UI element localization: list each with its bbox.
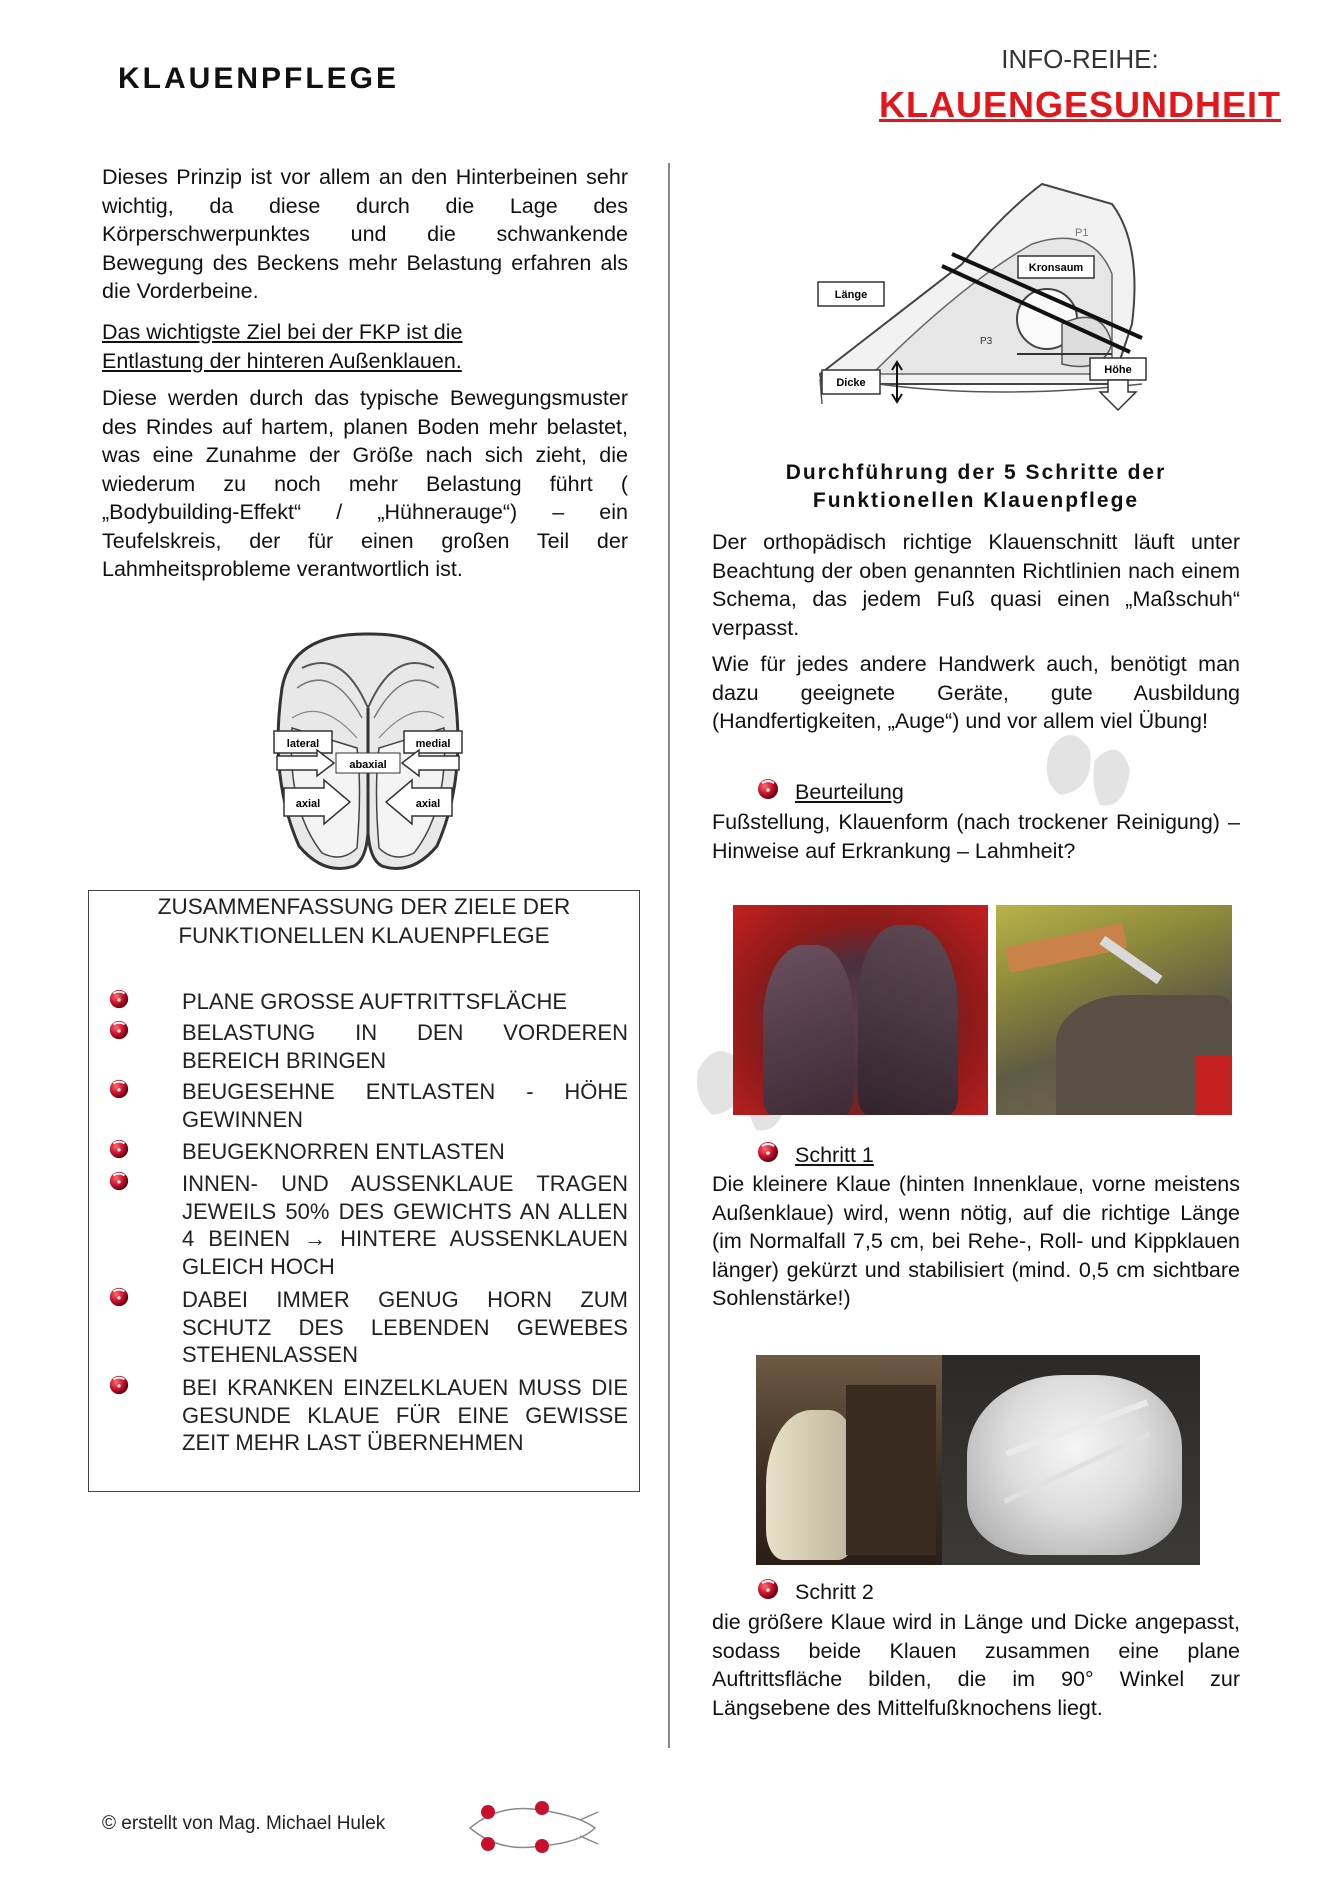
summary-title-line-2: FUNKTIONELLEN KLAUENPFLEGE	[178, 923, 550, 948]
beurteilung-title: Beurteilung	[795, 780, 904, 804]
summary-goal-6: DABEI IMMER GENUG HORN ZUM SCHUTZ DES LEBENDEN GEWEBES STEHENLASSEN	[182, 1287, 628, 1367]
steps-heading-line-2: Funktionellen Klauenpflege	[812, 489, 1140, 512]
summary-goal-2: BELASTUNG IN DEN VORDEREN BEREICH BRINGEN	[182, 1020, 628, 1073]
ladybug-bullet-icon	[108, 1286, 130, 1308]
main-goal	[102, 318, 628, 375]
main-goal-line-1: Das wichtigste Ziel bei der FKP ist die	[102, 320, 463, 344]
explanation-paragraph: Diese werden durch das typische Bewegungsmuster des Rindes auf hartem, planen Boden mehr belastet, was eine Zunahme der Größe nach sich zieht, die wiederum zu noch mehr Belastung führt ( „Bodybuilding-Effekt“ / „Hühnerauge“) – ein Teufelskreis, der für einen großen Teil der Lahmheitsprobleme verantwortlich ist.	[102, 386, 628, 581]
p3-label: P3	[980, 336, 993, 347]
hoof-cross-section-diagram	[812, 174, 1160, 414]
cow-ladybug-logo-icon	[460, 1798, 604, 1858]
steps-heading	[712, 459, 1240, 515]
summary-title-line-1: ZUSAMMENFASSUNG DER ZIELE DER	[157, 894, 571, 919]
summary-goal-5: INNEN- UND AUSSENKLAUE TRAGEN JEWEILS 50% DES GEWICHTS AN ALLEN 4 BEINEN → HINTERE AUSSENKLAUEN GLEICH HOCH	[182, 1171, 628, 1279]
lateral-label: lateral	[286, 738, 320, 750]
laenge-label: Länge	[834, 289, 868, 301]
dicke-label: Dicke	[836, 377, 866, 389]
main-goal-line-2: Entlastung der hinteren Außenklauen.	[102, 348, 462, 373]
series-title: KLAUENGESUNDHEIT	[878, 84, 1281, 125]
ladybug-bullet-icon	[108, 1138, 130, 1160]
column-divider	[668, 163, 670, 1748]
summary-title	[88, 892, 640, 950]
intro-right-paragraph: Der orthopädisch richtige Klauenschnitt läuft unter Beachtung der oben genannten Richtlinien nach einem Schema, das jedem Fuß quasi einen „Maßschuh“ verpasst.	[712, 530, 1240, 640]
axial-label-right: axial	[415, 798, 441, 810]
hoehe-label: Höhe	[1104, 364, 1132, 376]
photo-trimming-knife	[996, 905, 1232, 1115]
steps-heading-line-1: Durchführung der 5 Schritte der	[785, 461, 1167, 484]
photo-claw-shortened	[756, 1355, 942, 1565]
ladybug-bullet-icon	[108, 1374, 130, 1396]
photo-untrimmed-claw	[733, 905, 988, 1115]
p1-label: P1	[1075, 227, 1089, 239]
schritt1-title: Schritt 1	[795, 1143, 874, 1167]
document-title: KLAUENPFLEGE	[118, 62, 400, 95]
footer-copyright: © erstellt von Mag. Michael Hulek	[102, 1813, 386, 1834]
schritt2-title: Schritt 2	[795, 1580, 874, 1604]
claw-sole-diagram	[262, 628, 474, 876]
ladybug-bullet-icon	[108, 1019, 130, 1041]
series-label: INFO-REIHE:	[1001, 44, 1159, 74]
ladybug-bullet-icon	[756, 777, 780, 801]
schritt1-text: Die kleinere Klaue (hinten Innenklaue, vorne meistens Außenklaue) wird, wenn nötig, auf die richtige Länge (im Normalfall 7,5 cm, bei Rehe-, Roll- und Kippklauen länger) gekürzt und stabilisiert (mind. 0,5 cm sichtbare Sohlenstärke!)	[712, 1172, 1240, 1310]
summary-goal-3: BEUGESEHNE ENTLASTEN - HÖHE GEWINNEN	[182, 1079, 628, 1132]
photo-sole-thickness	[942, 1355, 1200, 1565]
summary-goal-1: PLANE GROSSE AUFTRITTSFLÄCHE	[182, 989, 568, 1014]
intro-paragraph: Dieses Prinzip ist vor allem an den Hinterbeinen sehr wichtig, da diese durch die Lage des Körperschwerpunktes und die schwankende Bewegung des Beckens mehr Belastung erfahren als die Vorderbeine.	[102, 165, 628, 303]
summary-goal-7: BEI KRANKEN EINZELKLAUEN MUSS DIE GESUNDE KLAUE FÜR EINE GEWISSE ZEIT MEHR LAST ÜBERNEHMEN	[182, 1375, 628, 1455]
schritt2-text: die größere Klaue wird in Länge und Dicke angepasst, sodass beide Klauen zusammen eine plane Auftrittsfläche bilden, die im 90° Winkel zur Längsebene des Mittelfußknochens liegt.	[712, 1610, 1240, 1720]
beurteilung-text: Fußstellung, Klauenform (nach trockener Reinigung) – Hinweise auf Erkrankung – Lahmheit?	[712, 810, 1240, 863]
ladybug-bullet-icon	[756, 1140, 780, 1164]
medial-label: medial	[415, 738, 451, 750]
abaxial-label: abaxial	[349, 759, 387, 771]
ladybug-bullet-icon	[108, 1078, 130, 1100]
ladybug-bullet-icon	[108, 1170, 130, 1192]
axial-label-left: axial	[295, 798, 321, 810]
kronsaum-label: Kronsaum	[1028, 262, 1084, 274]
ladybug-bullet-icon	[108, 988, 130, 1010]
ladybug-bullet-icon	[756, 1577, 780, 1601]
craft-paragraph: Wie für jedes andere Handwerk auch, benötigt man dazu geeignete Geräte, gute Ausbildung (Handfertigkeiten, „Auge“) und vor allem viel Übung!	[712, 652, 1240, 733]
summary-goal-4: BEUGEKNORREN ENTLASTEN	[182, 1139, 505, 1164]
